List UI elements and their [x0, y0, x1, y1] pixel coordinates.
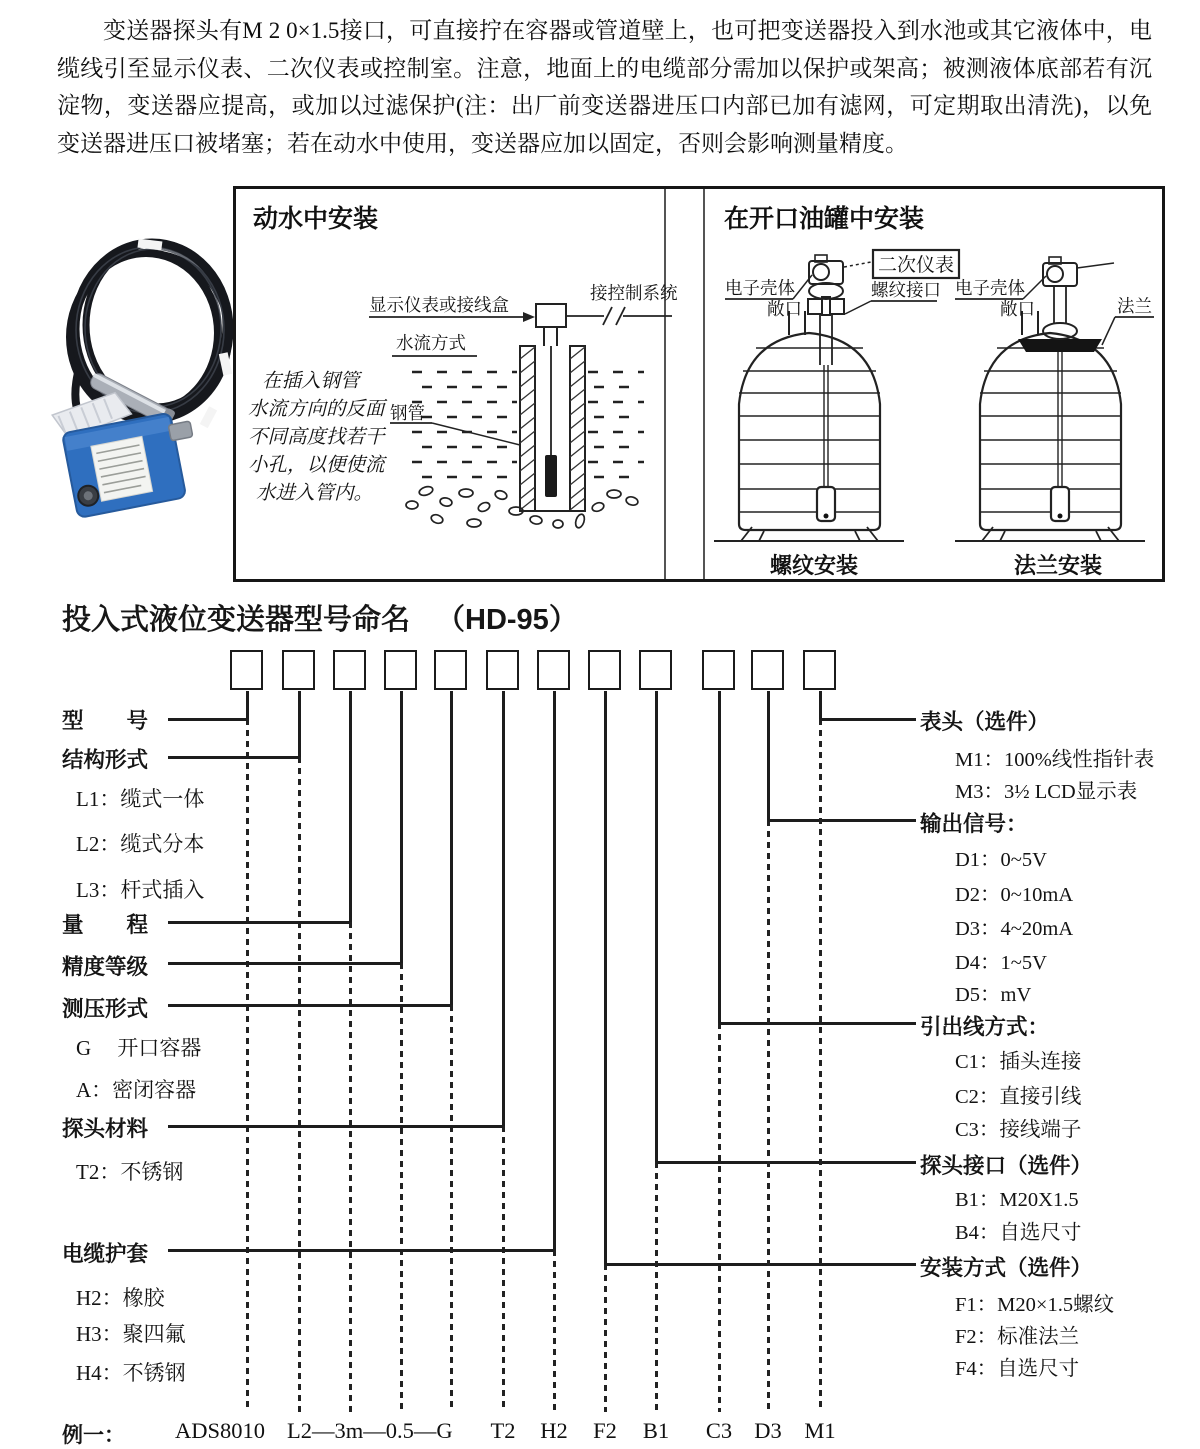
stem-solid-9 — [655, 691, 658, 1162]
threaded-mount-caption: 螺纹安装 — [770, 553, 859, 578]
option-t2: T2：不锈钢 — [76, 1160, 184, 1184]
option-d2: D2：0~10mA — [955, 884, 1074, 906]
connector-line-11 — [768, 819, 916, 822]
option-m3: M3：3½ LCD显示表 — [955, 781, 1138, 803]
stem-solid-12 — [819, 691, 822, 719]
open-port-label-2: 敞口 — [1000, 299, 1035, 319]
note-line: 小孔，以便使流 — [248, 455, 385, 476]
stem-solid-11 — [767, 691, 770, 820]
housing-label-1: 电子壳体 — [725, 278, 795, 298]
junction-box — [536, 304, 566, 327]
stem-dashed-1 — [246, 719, 249, 1412]
connector-line-6 — [168, 1125, 503, 1128]
stem-solid-4 — [400, 691, 403, 963]
thread-port-label: 螺纹接口 — [871, 280, 941, 300]
connector-line-1 — [168, 718, 247, 721]
model-code-box-6 — [486, 650, 519, 690]
steel-pipe-label: 钢管 — [390, 403, 425, 423]
model-code-box-11 — [751, 650, 784, 690]
connector-line-9 — [656, 1161, 916, 1164]
stem-dashed-11 — [767, 820, 770, 1412]
option-f1: F1：M20×1.5螺纹 — [955, 1294, 1115, 1316]
stem-dashed-7 — [553, 1250, 556, 1412]
option-h4: H4：不锈钢 — [76, 1361, 186, 1385]
stem-dashed-10 — [718, 1023, 721, 1412]
stem-dashed-8 — [604, 1264, 607, 1412]
connector-line-7 — [168, 1249, 554, 1252]
naming-title-text: 投入式液位变送器型号命名 — [62, 604, 411, 636]
connector-line-8 — [605, 1263, 916, 1266]
group-title-structure: 结构形式 — [62, 748, 149, 772]
model-code-box-2 — [282, 650, 315, 690]
stem-dashed-5 — [450, 1005, 453, 1412]
stem-dashed-12 — [819, 719, 822, 1412]
example-code-m1: M1 — [804, 1418, 836, 1443]
connector-line-10 — [719, 1022, 916, 1025]
naming-subtitle-text: （HD-95） — [436, 604, 578, 636]
option-d1: D1：0~5V — [955, 849, 1047, 871]
option-g: G 开口容器 — [76, 1036, 202, 1060]
model-code-box-12 — [803, 650, 836, 690]
connector-line-4 — [168, 962, 401, 965]
note-line: 在插入钢管 — [262, 371, 360, 392]
stem-solid-7 — [553, 691, 556, 1250]
example-label: 例一： — [62, 1424, 125, 1447]
example-code-h2: H2 — [540, 1418, 568, 1443]
group-title-output: 输出信号： — [920, 812, 1028, 836]
option-d3: D3：4~20mA — [955, 918, 1074, 940]
example-code-d3: D3 — [754, 1418, 782, 1443]
product-photo — [28, 225, 240, 527]
stem-solid-6 — [502, 691, 505, 1126]
model-code-box-5 — [434, 650, 467, 690]
stem-dashed-3 — [349, 922, 352, 1412]
steel-pipe — [520, 346, 585, 511]
stem-solid-1 — [246, 691, 249, 719]
right-panel-title: 在开口油罐中安装 — [724, 205, 925, 233]
water-flow-label: 水流方式 — [396, 333, 466, 353]
open-port-label-1: 敞口 — [767, 299, 802, 319]
probe-in-pipe — [545, 455, 557, 497]
display-instrument-label: 显示仪表或接线盒 — [369, 295, 509, 315]
option-h3: H3：聚四氟 — [76, 1322, 186, 1346]
model-code-box-1 — [230, 650, 263, 690]
installation-diagram — [233, 186, 1165, 582]
model-code-box-3 — [333, 650, 366, 690]
option-d4: D4：1~5V — [955, 952, 1047, 974]
group-title-lead-wire: 引出线方式： — [920, 1015, 1050, 1039]
left-panel-title: 动水中安装 — [253, 205, 379, 233]
cable-tie — [200, 406, 217, 428]
option-c2: C2：直接引线 — [955, 1086, 1082, 1108]
group-title-probe-port: 探头接口（选件） — [920, 1154, 1093, 1178]
stem-solid-2 — [298, 691, 301, 757]
model-code-box-7 — [537, 650, 570, 690]
stem-dashed-9 — [655, 1162, 658, 1412]
group-title-mounting: 安装方式（选件） — [920, 1256, 1093, 1280]
secondary-instrument-label: 二次仪表 — [877, 255, 955, 276]
example-model: ADS8010 — [174, 1418, 266, 1443]
group-title-accuracy: 精度等级 — [62, 955, 149, 979]
stem-dashed-4 — [400, 963, 403, 1412]
option-b4: B4：自选尺寸 — [955, 1222, 1082, 1244]
housing-label-2: 电子壳体 — [955, 278, 1025, 298]
group-title-meter-head: 表头（选件） — [920, 710, 1050, 734]
flange-label: 法兰 — [1117, 296, 1152, 316]
option-a: A：密闭容器 — [76, 1078, 197, 1102]
option-c1: C1：插头连接 — [955, 1051, 1082, 1073]
option-d5: D5：mV — [955, 984, 1032, 1006]
stem-solid-5 — [450, 691, 453, 1005]
stem-solid-3 — [349, 691, 352, 922]
option-f4: F4：自选尺寸 — [955, 1358, 1080, 1380]
example-combined: L2—3m—0.5—G — [287, 1418, 453, 1443]
note-line: 水流方向的反面 — [248, 399, 385, 420]
note-line: 水进入管内。 — [256, 483, 374, 504]
option-h2: H2：橡胶 — [76, 1286, 165, 1310]
example-code-c3: C3 — [705, 1418, 733, 1443]
option-b1: B1：M20X1.5 — [955, 1189, 1079, 1211]
group-title-probe-mat: 探头材料 — [62, 1117, 149, 1141]
flange-mount-caption: 法兰安装 — [1014, 553, 1103, 578]
stem-solid-10 — [718, 691, 721, 1023]
option-c3: C3：接线端子 — [955, 1119, 1082, 1141]
option-l2: L2：缆式分本 — [76, 832, 205, 856]
group-title-range: 量 程 — [62, 913, 149, 937]
option-f2: F2：标准法兰 — [955, 1326, 1080, 1348]
group-title-model: 型 号 — [62, 709, 149, 733]
arrow-head — [523, 312, 535, 322]
stem-dashed-2 — [298, 757, 301, 1412]
stem-dashed-6 — [502, 1126, 505, 1412]
connector-line-2 — [168, 756, 299, 759]
naming-section-title — [62, 597, 578, 638]
connector-line-5 — [168, 1004, 451, 1007]
model-code-box-4 — [384, 650, 417, 690]
model-code-box-10 — [702, 650, 735, 690]
flange — [1018, 339, 1102, 352]
control-system-label: 接控制系统 — [590, 283, 678, 303]
note-line: 不同高度找若干 — [248, 427, 385, 448]
model-code-box-8 — [588, 650, 621, 690]
stem-solid-8 — [604, 691, 607, 1264]
example-code-f2: F2 — [593, 1418, 617, 1443]
transmitter-photo-art — [28, 225, 240, 527]
option-m1: M1：100%线性指针表 — [955, 749, 1155, 771]
connector-line-12 — [820, 718, 916, 721]
model-code-box-9 — [639, 650, 672, 690]
group-title-pressure: 测压形式 — [62, 997, 149, 1021]
example-code-t2: T2 — [490, 1418, 516, 1443]
option-l3: L3：杆式插入 — [76, 878, 205, 902]
group-title-cable-sheath: 电缆护套 — [62, 1242, 149, 1266]
option-l1: L1：缆式一体 — [76, 787, 205, 811]
connector-line-3 — [168, 921, 350, 924]
example-code-b1: B1 — [642, 1418, 670, 1443]
intro-paragraph: 变送器探头有M 2 0×1.5接口，可直接拧在容器或管道壁上，也可把变送器投入到水池或其它液体中，电缆线引至显示仪表、二次仪表或控制室。注意，地面上的电缆部分需加以保护或架高；被测液体底部若有沉淀物，变送器应提高，或加以过滤保护(注：出厂前变送器进压口内部已加有滤网，可定期取出清洗)，以免变送器进压口被堵塞；若在动水中使用，变送器应加以固定，否则会影响测量精度。 — [57, 18, 1152, 156]
